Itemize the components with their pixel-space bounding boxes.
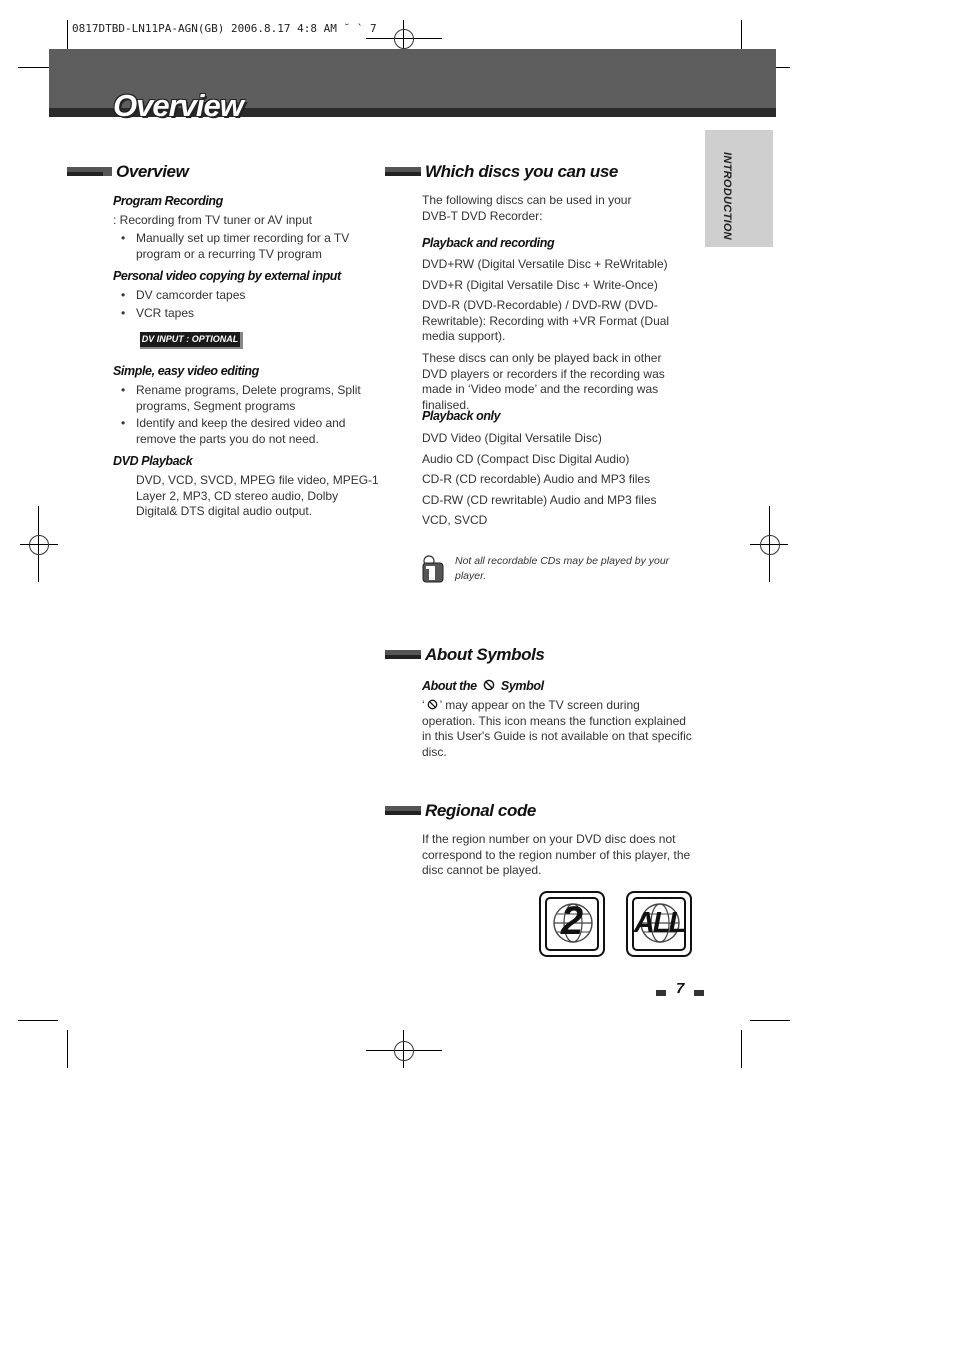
disc-item: DVD+R (Digital Versatile Disc + Write-Once) xyxy=(422,278,658,292)
symbols-text-post: ’ may appear on the TV screen during operation. This icon means the function explained in this User's Guide is not available on that specific disc. xyxy=(422,698,692,759)
program-recording-title: Program Recording xyxy=(113,194,223,208)
note-text: Not all recordable CDs may be played by your player. xyxy=(455,555,670,582)
disc-item: Audio CD (Compact Disc Digital Audio) xyxy=(422,452,630,466)
list-item-text: DV camcorder tapes xyxy=(136,288,246,302)
symbols-subtitle-post: Symbol xyxy=(500,679,544,693)
registration-mark-right xyxy=(760,535,780,555)
disc-item: These discs can only be played back in other DVD players or recorders if the recording was made in ‘Video mode’ and the recording was finalised. xyxy=(422,351,665,412)
registration-mark-left xyxy=(29,535,49,555)
dvd-playback-title: DVD Playback xyxy=(113,454,193,468)
symbols-text-pre: ‘ xyxy=(422,698,425,712)
section-tab xyxy=(705,130,773,247)
disc-item: DVD-R (DVD-Recordable) / DVD-RW (DVD-Rewritable): Recording with +VR Format (Dual media support). xyxy=(422,298,670,343)
region-2-icon xyxy=(539,891,605,957)
region-all-icon xyxy=(626,891,692,957)
note-icon xyxy=(421,555,445,585)
playback-only-title: Playback only xyxy=(422,409,501,423)
list-item-text: Manually set up timer recording for a TV program or a recurring TV program xyxy=(136,231,350,261)
page-number: 7 xyxy=(676,980,685,997)
crop-mark xyxy=(67,1030,68,1068)
regional-heading: Regional code xyxy=(425,801,536,820)
list-item: • DV camcorder tapes xyxy=(121,288,246,302)
crop-mark xyxy=(741,1030,742,1068)
crop-mark xyxy=(750,1020,790,1021)
page-title: Overview xyxy=(113,88,243,123)
symbols-subtitle xyxy=(422,679,544,693)
symbols-heading: About Symbols xyxy=(425,645,545,664)
page-number-mark xyxy=(656,990,666,996)
symbols-text xyxy=(422,698,692,760)
heading-bar xyxy=(385,650,421,659)
disc-item: CD-R (CD recordable) Audio and MP3 files xyxy=(422,472,651,486)
heading-bar xyxy=(385,167,421,176)
list-item: • Manually set up timer recording for a TV program or a recurring TV program xyxy=(121,231,350,261)
region-all-label: ALL xyxy=(633,907,685,939)
discs-heading: Which discs you can use xyxy=(425,162,618,181)
overview-heading: Overview xyxy=(116,162,189,181)
disc-item: DVD Video (Digital Versatile Disc) xyxy=(422,431,602,445)
disc-item: VCD, SVCD xyxy=(422,513,488,527)
discs-intro: The following discs can be used in your DVB-T DVD Recorder: xyxy=(422,193,632,223)
list-item-text: Rename programs, Delete programs, Split programs, Segment programs xyxy=(136,383,361,413)
disc-item: CD-RW (CD rewritable) Audio and MP3 files xyxy=(422,493,657,507)
dv-input-badge: DV INPUT : OPTIONAL xyxy=(140,332,243,349)
symbols-subtitle-pre: About the xyxy=(422,679,477,693)
regional-text: If the region number on your DVD disc does not correspond to the region number of this player, the disc cannot be played. xyxy=(422,832,691,877)
prohibited-icon xyxy=(483,679,495,691)
disc-item: DVD+RW (Digital Versatile Disc + ReWritable) xyxy=(422,257,668,271)
list-item: • Identify and keep the desired video and remove the parts you do not need. xyxy=(121,416,346,446)
list-item-text: VCR tapes xyxy=(136,306,195,320)
dvd-playback-text: DVD, VCD, SVCD, MPEG file video, MPEG-1 Layer 2, MP3, CD stereo audio, Dolby Digital& DTS digital audio output. xyxy=(136,473,379,518)
heading-bar xyxy=(67,167,112,176)
region-number: 2 xyxy=(560,899,584,943)
program-recording-line: : Recording from TV tuner or AV input xyxy=(113,213,312,227)
list-item: • Rename programs, Delete programs, Split programs, Segment programs xyxy=(121,383,361,413)
editing-title: Simple, easy video editing xyxy=(113,364,259,378)
prohibited-icon xyxy=(427,699,438,710)
list-item: • VCR tapes xyxy=(121,306,195,320)
crop-mark xyxy=(18,1020,58,1021)
playback-recording-title: Playback and recording xyxy=(422,236,555,250)
registration-mark-bottom xyxy=(394,1041,414,1061)
list-item-text: Identify and keep the desired video and remove the parts you do not need. xyxy=(136,416,346,446)
section-tab-label: INTRODUCTION xyxy=(721,152,733,240)
registration-mark-top xyxy=(394,29,414,49)
print-slug: 0817DTBD-LN11PA-AGN(GB) 2006.8.17 4:8 AM ˘ ` 7 xyxy=(72,22,377,35)
personal-copy-title: Personal video copying by external input xyxy=(113,269,341,283)
page-number-mark xyxy=(694,990,704,996)
heading-bar xyxy=(385,806,421,815)
